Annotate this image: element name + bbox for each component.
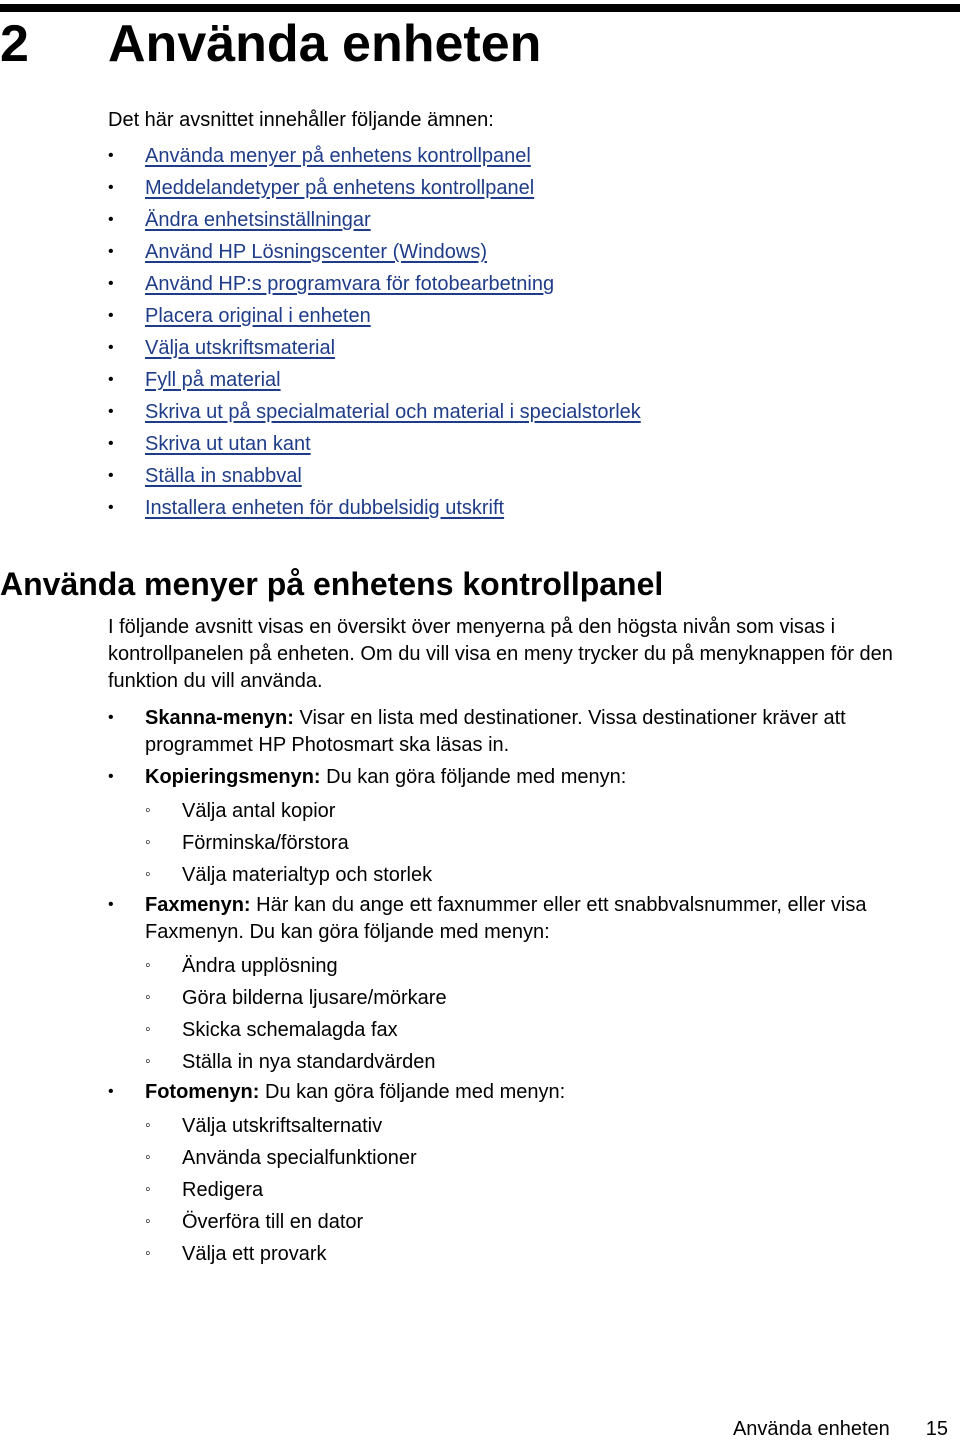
menu-name: Skanna-menyn:: [145, 707, 294, 729]
circle-bullet-icon: ◦: [145, 1149, 151, 1166]
circle-bullet-icon: ◦: [145, 957, 151, 974]
section-heading: Använda menyer på enhetens kontrollpanel: [0, 566, 664, 602]
bullet-icon: •: [108, 896, 114, 913]
list-item: [108, 140, 948, 172]
circle-bullet-icon: ◦: [145, 1021, 151, 1038]
bullet-icon: •: [108, 307, 114, 324]
list-item: [108, 172, 948, 204]
bullet-icon: •: [108, 768, 114, 785]
list-item: [108, 492, 948, 524]
topic-link[interactable]: Skriva ut på specialmaterial och material i specialstorlek: [145, 401, 641, 423]
bullet-icon: •: [108, 179, 114, 196]
sub-item-label: Välja utskriftsalternativ: [182, 1115, 383, 1137]
sub-list: [145, 1110, 953, 1270]
sub-item-label: Använda specialfunktioner: [182, 1147, 417, 1169]
bullet-icon: •: [108, 709, 114, 726]
menu-description: Här kan du ange ett faxnummer eller ett snabbvalsnummer, eller visa Faxmenyn. Du kan göra följande med menyn:: [145, 894, 867, 943]
list-item: [145, 1046, 953, 1078]
bullet-icon: •: [108, 435, 114, 452]
menu-name: Kopieringsmenyn:: [145, 766, 321, 788]
bullet-icon: •: [108, 371, 114, 388]
footer-section-title: Använda enheten: [732, 1418, 890, 1440]
list-item: [145, 1110, 953, 1142]
list-item: [108, 460, 948, 492]
menu-description: Du kan göra följande med menyn:: [259, 1081, 566, 1103]
list-item: [108, 396, 948, 428]
list-item: [145, 827, 953, 859]
circle-bullet-icon: ◦: [145, 1181, 151, 1198]
menu-name: Fotomenyn:: [145, 1081, 260, 1103]
menu-description: Du kan göra följande med menyn:: [320, 766, 627, 788]
list-item: [108, 364, 948, 396]
circle-bullet-icon: ◦: [145, 834, 151, 851]
circle-bullet-icon: ◦: [145, 1245, 151, 1262]
topic-list: [108, 140, 948, 524]
topic-link[interactable]: Skriva ut utan kant: [145, 433, 311, 455]
bullet-icon: •: [108, 147, 114, 164]
topic-link[interactable]: Använd HP Lösningscenter (Windows): [145, 241, 488, 263]
sub-item-label: Göra bilderna ljusare/mörkare: [182, 987, 447, 1009]
sub-item-label: Ställa in nya standardvärden: [182, 1051, 436, 1073]
list-item: [108, 204, 948, 236]
list-item: [145, 950, 953, 982]
menu-description: Visar en lista med destinationer. Vissa destinationer kräver att programmet HP Photosmart ska läsas in.: [145, 707, 846, 756]
topic-link[interactable]: Ställa in snabbval: [145, 465, 302, 487]
list-item: [145, 1206, 953, 1238]
sub-item-label: Välja ett provark: [182, 1243, 327, 1265]
sub-item-label: Redigera: [182, 1179, 264, 1201]
list-item: [145, 1014, 953, 1046]
bullet-icon: •: [108, 211, 114, 228]
sub-item-label: Överföra till en dator: [182, 1211, 364, 1233]
list-item: [108, 268, 948, 300]
circle-bullet-icon: ◦: [145, 866, 151, 883]
intro-text: Det här avsnittet innehåller följande ämnen:: [108, 109, 494, 131]
list-item: [145, 1142, 953, 1174]
sub-item-label: Ändra upplösning: [182, 955, 338, 977]
bullet-icon: •: [108, 243, 114, 260]
menu-item-photo: [108, 1078, 953, 1270]
bullet-icon: •: [108, 403, 114, 420]
bullet-icon: •: [108, 275, 114, 292]
list-item: [145, 1174, 953, 1206]
circle-bullet-icon: ◦: [145, 989, 151, 1006]
sub-list: [145, 795, 953, 891]
sub-list: [145, 950, 953, 1078]
menu-list: [108, 704, 953, 1270]
sub-item-label: Skicka schemalagda fax: [182, 1019, 398, 1041]
bullet-icon: •: [108, 499, 114, 516]
top-rule: [0, 4, 960, 12]
circle-bullet-icon: ◦: [145, 1117, 151, 1134]
topic-link[interactable]: Meddelandetyper på enhetens kontrollpanel: [145, 177, 535, 199]
list-item: [108, 428, 948, 460]
topic-link[interactable]: Fyll på material: [145, 369, 281, 391]
sub-item-label: Förminska/förstora: [182, 832, 349, 854]
list-item: [145, 1238, 953, 1270]
list-item: [108, 332, 948, 364]
topic-link[interactable]: Välja utskriftsmaterial: [145, 337, 336, 359]
topic-link[interactable]: Använda menyer på enhetens kontrollpanel: [145, 145, 531, 167]
paragraph-sentence: Om du vill visa en meny trycker du på menyknappen för den funktion du vill använda.: [108, 643, 893, 692]
circle-bullet-icon: ◦: [145, 1053, 151, 1070]
paragraph-sentence: I följande avsnitt visas en översikt över menyerna på den högsta nivån som visas i kontrollpanelen på enheten.: [108, 616, 836, 665]
list-item: [145, 982, 953, 1014]
list-item: [145, 795, 953, 827]
topic-link[interactable]: Placera original i enheten: [145, 305, 371, 327]
page-number: 15: [925, 1418, 948, 1440]
sub-item-label: Välja materialtyp och storlek: [182, 864, 433, 886]
menu-item-scan: [108, 704, 953, 763]
bullet-icon: •: [108, 467, 114, 484]
list-item: [145, 859, 953, 891]
menu-item-copy: [108, 763, 953, 891]
menu-item-fax: [108, 891, 953, 1078]
circle-bullet-icon: ◦: [145, 802, 151, 819]
sub-item-label: Välja antal kopior: [182, 800, 336, 822]
topic-link[interactable]: Installera enheten för dubbelsidig utskrift: [145, 497, 505, 519]
list-item: [108, 236, 948, 268]
list-item: [108, 300, 948, 332]
chapter-title: Använda enheten: [108, 15, 542, 73]
circle-bullet-icon: ◦: [145, 1213, 151, 1230]
topic-link[interactable]: Ändra enhetsinställningar: [145, 209, 371, 231]
chapter-number: 2: [0, 15, 29, 73]
section-paragraph: [108, 614, 938, 695]
topic-link[interactable]: Använd HP:s programvara för fotobearbetning: [145, 273, 555, 295]
menu-name: Faxmenyn:: [145, 894, 251, 916]
bullet-icon: •: [108, 1083, 114, 1100]
bullet-icon: •: [108, 339, 114, 356]
